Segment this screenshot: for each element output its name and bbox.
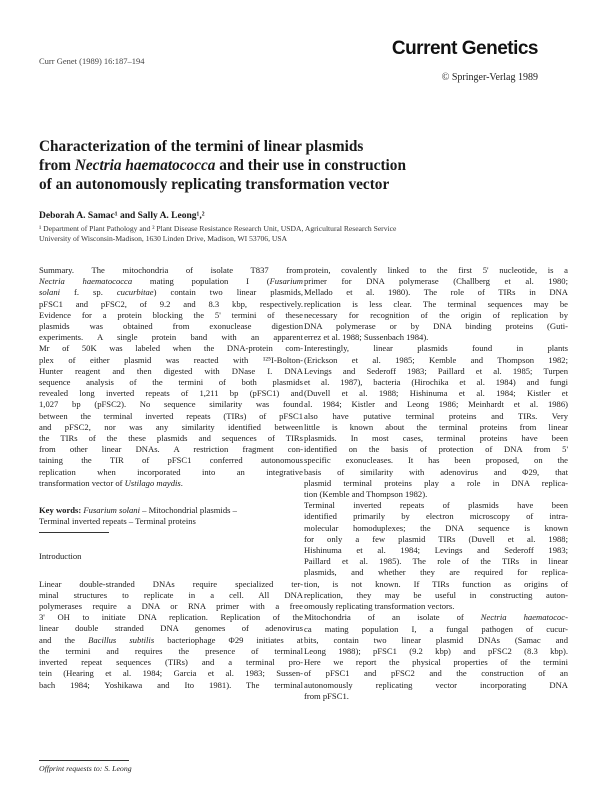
summary-line: transformation vector of Ustilago maydis. [39,477,183,488]
body-line: (Erickson et al. 1985; Kemble and Thompson 1982; [304,354,568,365]
body-line: ca mating population I, a fungal pathogen of cucur- [304,623,568,634]
introduction-line: Linear double-stranded DNAs require specialized ter- [39,578,303,589]
body-line: identified primarily by electron microscopy of intra- [304,511,568,522]
summary-line: Summary. The mitochondria of isolate T837 from [39,265,303,275]
summary-line: replication when incorporated into an integrative [39,466,303,477]
body-line: tion, is not known. If TIRs function as origins of [304,578,568,589]
introduction-line: and the Bacillus subtilis bacteriophage Φ29 initiates at [39,634,303,645]
body-line: bits, contain two linear plasmid DNAs (Samac and [304,634,568,645]
introduction-line: bach 1984; Yoshikawa and Ito 1981). The terminal [39,679,303,690]
body-line: protein, covalently linked to the first 5' nucleotide, is a [304,265,568,275]
summary-line: experiments. A single protein band with an apparent [39,332,303,343]
authors: Deborah A. Samac¹ and Sally A. Leong¹,² [39,211,205,221]
body-line: necessary for recognition of the origin of replication by [304,309,568,320]
affiliation-line: ¹ Department of Plant Pathology and ² Plant Disease Resistance Research Unit, USDA, Agricultural Research Service [39,224,397,233]
body-line: et al. 1987), bacteria (Hirochika et al. 1984) and fungi [304,377,568,388]
introduction-line: inverted repeat sequences (TIRs) and a terminal pro- [39,657,303,668]
body-line: plasmid terminal proteins play a role in DNA replica- [304,477,568,488]
body-line: identified on the basis of protection of DNA from 5' [304,444,568,455]
summary-line: Hunter reagent and then digested with DNase I. DNA [39,365,303,376]
journal-citation: Curr Genet (1989) 16:187–194 [39,56,145,66]
keywords [39,505,303,527]
introduction-line: 3' OH to initiate DNA replication. Replication of the [39,612,303,623]
summary-line: from other linear DNAs. A restriction fragment con- [39,444,303,455]
body-line: replication, they may be useful in constructing auton- [304,589,568,600]
journal-name: Current Genetics [391,38,538,59]
body-line: replication is less clear. The terminal sequences may be [304,298,568,309]
introduction-heading: Introduction [39,551,82,562]
body-line: tion (Kemble and Thompson 1982). [304,489,428,500]
body-line: Paillard et al. 1985). The role of the TIRs in linear [304,556,568,567]
body-line: DNA polymerase or by DNA binding proteins (Guti- [304,321,568,332]
left-column [39,265,303,691]
summary-line: solani f. sp. cucurbitae) contain two linear plasmids, [39,287,303,298]
body-line: errez et al. 1988; Sussenbach 1984). [304,332,429,343]
summary-line: sequence analysis of the termini of both plasmids [39,377,303,388]
introduction-paragraph [39,579,303,691]
keywords-line [39,505,303,516]
introduction-line: minal structures to replicate in a cell. All DNA [39,589,303,600]
summary-line: Nectria haematococca mating population I (Fusarium [39,276,303,287]
summary-line: plex of either plasmid was reacted with ¹²⁵I-Bolton- [39,354,303,365]
body-paragraph [304,500,568,612]
summary-line: and pFSC2, nor was any similarity identified between [39,421,303,432]
publisher-copyright: © Springer-Verlag 1989 [441,72,538,83]
body-line: Mitochondria of an isolate of Nectria haematococ- [304,612,568,623]
body-line: of pFSC1 and pFSC2 and the construction of an [304,668,568,679]
body-line: al. 1984; Kistler and Leong 1986; Meinhardt et al. 1986) [304,399,568,410]
body-line: Leong 1988); pFSC1 (9.2 kbp) and pFSC2 (8.3 kbp). [304,645,568,656]
affiliation-line: University of Wisconsin-Madison, 1630 Linden Drive, Madison, WI 53706, USA [39,234,288,243]
affiliations [39,224,559,244]
body-line: from pFSC1. [304,690,349,701]
summary-line: Evidence for a protein blocking the 5' termini of these [39,309,303,320]
keywords-label: Key words: [39,505,82,516]
offprint-footnote: Offprint requests to: S. Leong [39,764,132,773]
title-line: from Nectria haematococca and their use in construction [39,157,406,174]
body-paragraph [304,612,568,702]
body-line: for only a few plasmid TIRs (Duvell et al. 1988; [304,533,568,544]
introduction-line: polymerases require a DNA or RNA primer with a free [39,601,303,612]
summary-line: pFSC1 and pFSC2, of 9.2 and 8.3 kbp, respectively. [39,298,303,309]
article-title [39,137,539,194]
title-line: of an autonomously replicating transformation vector [39,176,390,193]
body-line: Terminal inverted repeats of plasmids have been [304,500,568,511]
summary-line: plasmids was obtained from exonuclease digestion [39,321,303,332]
summary-line: Mr of 50K was labeled when the DNA-protein com- [39,343,303,354]
summary-line: the TIRs of the these plasmids and sequences of TIRs [39,433,303,444]
body-line: specific exonucleases. It has been proposed, on the [304,455,568,466]
body-line: Mellado et al. 1980). The role of TIRs in DNA [304,287,568,298]
right-column [304,265,568,702]
introduction-line: tein (Hearing et al. 1984; Garcia et al. 1983; Sussen- [39,668,303,679]
body-line: autonomously replicating vector incorporating DNA [304,679,568,690]
body-paragraph [304,343,568,500]
summary-line: between the terminal inverted repeats (TIRs) of pFSC1 [39,410,303,421]
introduction-line: linear double stranded DNA genomes of adenovirus [39,623,303,634]
body-line: Levings and Sederoff 1983; Paillard et al. 1985; Turpen [304,365,568,376]
body-line: plasmids. In most cases, terminal proteins have been [304,433,568,444]
summary-line: taining the TIR of pFSC1 conferred autonomous [39,455,303,466]
body-line: basis of similarity with adenovirus and Φ29, that [304,466,568,477]
footnote-divider [39,760,129,761]
section-divider [39,532,109,533]
keywords-text: Fusarium solani – Mitochondrial plasmids – [83,505,237,516]
title-line: Characterization of the termini of linear plasmids [39,138,364,155]
body-line: molecular homoduplexes; the DNA sequence is known [304,522,568,533]
body-line: Interestingly, linear plasmids found in plants [304,343,568,354]
body-line: Here we report the physical properties of the termini [304,657,568,668]
body-line: omously replicating transformation vectors. [304,601,455,612]
body-paragraph [304,265,568,343]
body-line: also have putative terminal proteins and TIRs. Very [304,410,568,421]
body-line: plasmids, and whether they are required for replica- [304,567,568,578]
body-line: Hishinuma et al. 1984; Levings and Sederoff 1983; [304,545,568,556]
summary-line: revealed long inverted repeats of 1,211 bp (pFSC1) and [39,388,303,399]
summary-paragraph [39,265,303,489]
body-line: primer for DNA polymerase (Challberg et al. 1980; [304,276,568,287]
body-line: little is known about the terminal proteins from linear [304,421,568,432]
body-line: (Duvell et al. 1988; Hishinuma et al. 1984; Kistler et [304,388,568,399]
introduction-line: the termini and requires the presence of terminal [39,645,303,656]
keywords-line: Terminal inverted repeats – Terminal proteins [39,516,196,527]
summary-line: 1,027 bp (pFSC2). No sequence similarity was found [39,399,303,410]
